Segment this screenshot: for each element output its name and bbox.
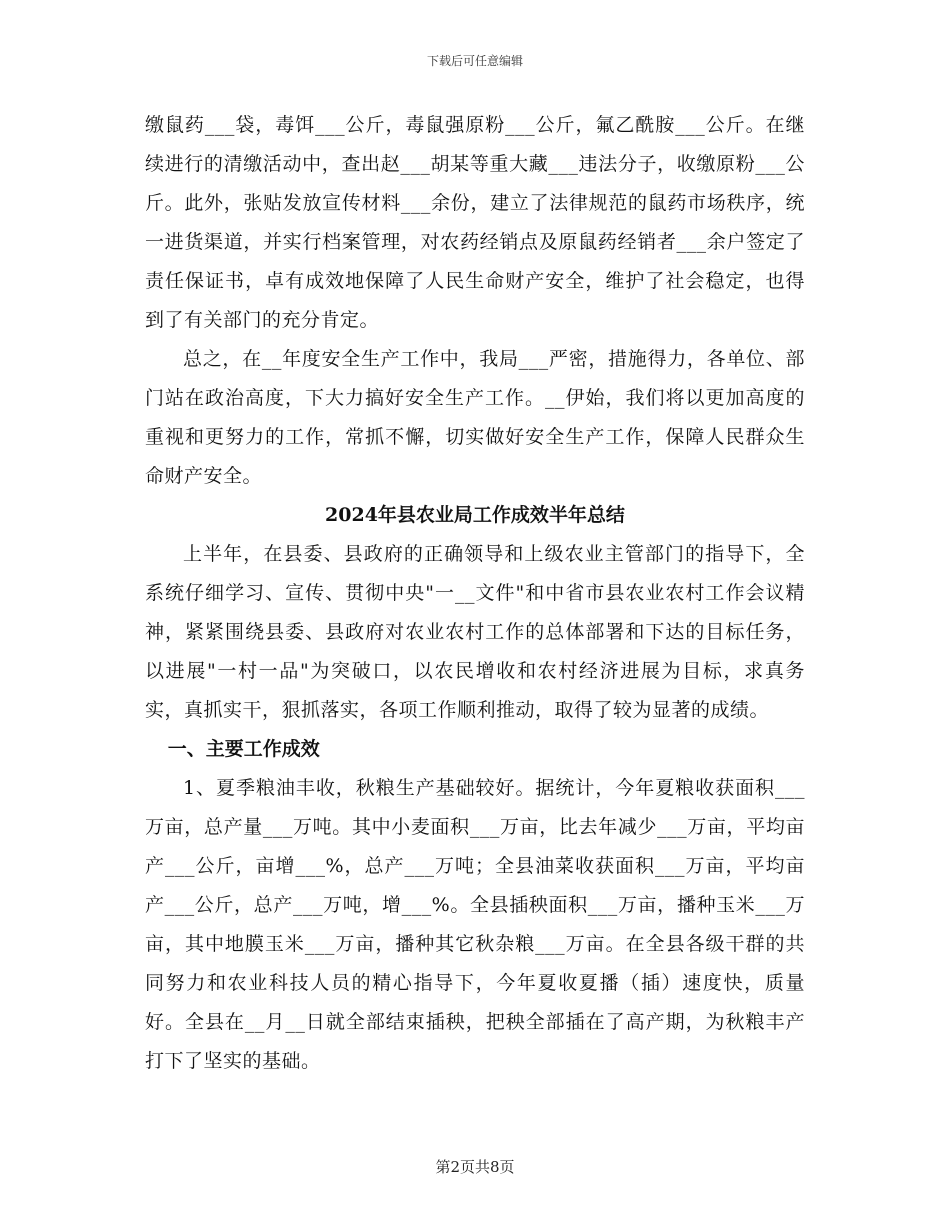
paragraph-safety-summary: 总之，在__年度安全生产工作中，我局___严密，措施得力，各单位、部门站在政治高度，下大力搞好安全生产工作。__伊始，我们将以更加高度的重视和更努力的工作，常抓不懈，切实做好安全生产工作，保障人民群众生命财产安全。 [145,348,805,487]
document-title: 2024年县农业局工作成效半年总结 [325,504,625,526]
document-body [145,106,805,1081]
paragraph-summer-harvest: 1、夏季粮油丰收，秋粮生产基础较好。据统计，今年夏粮收获面积___万亩，总产量___万吨。其中小麦面积___万亩，比去年减少___万亩，平均亩产___公斤，亩增___%，总产___万吨；全县油菜收获面积___万亩，平均亩产___公斤，总产___万吨，增___%。全县插秧面积___万亩，播种玉米___万亩，其中地膜玉米___万亩，播种其它秋杂粮___万亩。在全县各级干群的共同努力和农业科技人员的精心指导下，今年夏收夏播（插）速度快，质量好。全县在__月__日就全部结束插秧，把秧全部插在了高产期，为秋粮丰产打下了坚实的基础。 [145,777,805,1072]
paragraph-rat-poison-seizure: 缴鼠药___袋，毒饵___公斤，毒鼠强原粉___公斤，氟乙酰胺___公斤。在继续进行的清缴活动中，查出赵___胡某等重大藏___违法分子，收缴原粉___公斤。此外，张贴发放宣传材料___余份，建立了法律规范的鼠药市场秩序，统一进货渠道，并实行档案管理，对农药经销点及原鼠药经销者___余户签定了责任保证书，卓有成效地保障了人民生命财产安全，维护了社会稳定，也得到了有关部门的充分肯定。 [145,114,805,331]
page-header: 下载后可任意编辑 [426,54,523,68]
page-number: 第2页共8页 [435,1158,515,1176]
paragraph-introduction: 上半年，在县委、县政府的正确领导和上级农业主管部门的指导下，全系统仔细学习、宣传、贯彻中央"一__文件"和中省市县农业农村工作会议精神，紧紧围绕县委、县政府对农业农村工作的总体部署和下达的目标任务，以进展"一村一品"为突破口，以农民增收和农村经济进展为目标，求真务实，真抓实干，狠抓落实，各项工作顺利推动，取得了较为显著的成绩。 [145,543,805,721]
section-heading-main-achievements: 一、主要工作成效 [167,738,320,760]
